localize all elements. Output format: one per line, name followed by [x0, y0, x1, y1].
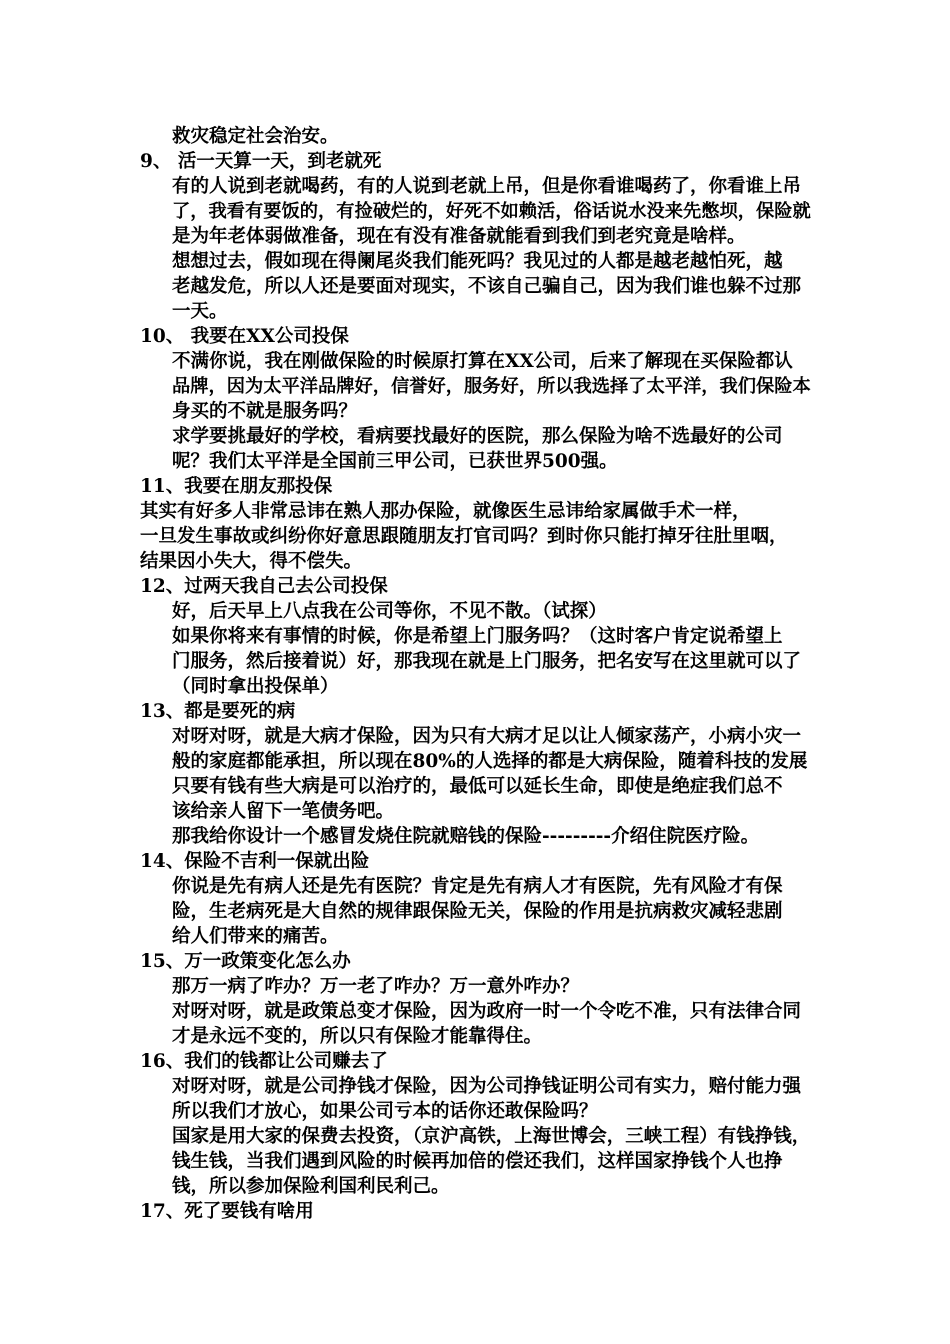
text-line: 好，后天早上八点我在公司等你，不见不散。（试探） — [172, 601, 607, 622]
section-heading: 10、 我要在XX公司投保 — [140, 326, 349, 347]
section-heading: 13、都是要死的病 — [140, 701, 296, 722]
section-heading: 14、保险不吉利一保就出险 — [140, 851, 370, 872]
text-line: 那我给你设计一个感冒发烧住院就赔钱的保险---------介绍住院医疗险。 — [172, 826, 760, 847]
section-heading: 12、过两天我自己去公司投保 — [140, 576, 388, 597]
text-line: 呢？我们太平洋是全国前三甲公司，已获世界500强。 — [172, 451, 618, 472]
text-line: 想想过去，假如现在得阑尾炎我们能死吗？我见过的人都是越老越怕死，越 — [172, 251, 783, 272]
text-line: 了，我看有要饭的，有捡破烂的，好死不如赖活，俗话说水没来先憋坝，保险就 — [172, 201, 811, 222]
text-line: 钱，所以参加保险利国利民利己。 — [172, 1176, 450, 1197]
text-line: 才是永远不变的，所以只有保险才能靠得住。 — [172, 1026, 543, 1047]
text-line: 有的人说到老就喝药，有的人说到老就上吊，但是你看谁喝药了，你看谁上吊 — [172, 176, 802, 197]
text-line: 国家是用大家的保费去投资，（京沪高铁，上海世博会，三峡工程）有钱挣钱， — [172, 1126, 811, 1147]
section-heading: 11、我要在朋友那投保 — [140, 476, 333, 497]
text-line: 不满你说，我在刚做保险的时候原打算在XX公司，后来了解现在买保险都认 — [172, 351, 793, 372]
text-line: 对呀对呀，就是政策总变才保险，因为政府一时一个令吃不准，只有法律合同 — [172, 1001, 802, 1022]
text-line: 该给亲人留下一笔债务吧。 — [172, 801, 395, 822]
text-line: 老越发危，所以人还是要面对现实，不该自己骗自己，因为我们谁也躲不过那 — [172, 276, 802, 297]
section-heading: 9、 活一天算一天，到老就死 — [140, 151, 382, 172]
section-heading: 16、我们的钱都让公司赚去了 — [140, 1051, 388, 1072]
text-line: 给人们带来的痛苦。 — [172, 926, 339, 947]
text-line: 门服务，然后接着说）好，那我现在就是上门服务，把名安写在这里就可以了 — [172, 651, 802, 672]
text-line: 求学要挑最好的学校，看病要找最好的医院，那么保险为啥不选最好的公司 — [172, 426, 783, 447]
text-line: 般的家庭都能承担，所以现在80%的人选择的都是大病保险，随着科技的发展 — [172, 751, 808, 772]
text-line: 身买的不就是服务吗？ — [172, 401, 358, 422]
text-line: 你说是先有病人还是先有医院？肯定是先有病人才有医院，先有风险才有保 — [172, 876, 783, 897]
text-line: 所以我们才放心，如果公司亏本的话你还敢保险吗？ — [172, 1101, 598, 1122]
text-line: 结果因小失大，得不偿失。 — [140, 551, 363, 572]
text-line: 其实有好多人非常忌讳在熟人那办保险，就像医生忌讳给家属做手术一样， — [140, 501, 751, 522]
text-line: 品牌，因为太平洋品牌好，信誉好，服务好，所以我选择了太平洋，我们保险本 — [172, 376, 811, 397]
text-line: （同时拿出投保单） — [172, 676, 339, 697]
text-line: 那万一病了咋办？万一老了咋办？万一意外咋办？ — [172, 976, 580, 997]
section-heading: 15、万一政策变化怎么办 — [140, 951, 351, 972]
text-line: 对呀对呀，就是公司挣钱才保险，因为公司挣钱证明公司有实力，赔付能力强 — [172, 1076, 802, 1097]
text-line: 只要有钱有些大病是可以治疗的，最低可以延长生命，即使是绝症我们总不 — [172, 776, 783, 797]
text-line: 是为年老体弱做准备，现在有没有准备就能看到我们到老究竟是啥样。 — [172, 226, 746, 247]
text-line: 钱生钱，当我们遇到风险的时候再加倍的偿还我们，这样国家挣钱个人也挣 — [172, 1151, 783, 1172]
text-line: 对呀对呀，就是大病才保险，因为只有大病才足以让人倾家荡产，小病小灾一 — [172, 726, 802, 747]
text-line: 险，生老病死是大自然的规律跟保险无关，保险的作用是抗病救灾减轻悲剧 — [172, 901, 783, 922]
text-line: 救灾稳定社会治安。 — [172, 126, 339, 147]
text-line: 如果你将来有事情的时候，你是希望上门服务吗？（这时客户肯定说希望上 — [172, 626, 783, 647]
text-line: 一天。 — [172, 301, 228, 322]
text-line: 一旦发生事故或纠纷你好意思跟随朋友打官司吗？到时你只能打掉牙往肚里咽， — [140, 526, 788, 547]
section-heading: 17、死了要钱有啥用 — [140, 1201, 314, 1222]
